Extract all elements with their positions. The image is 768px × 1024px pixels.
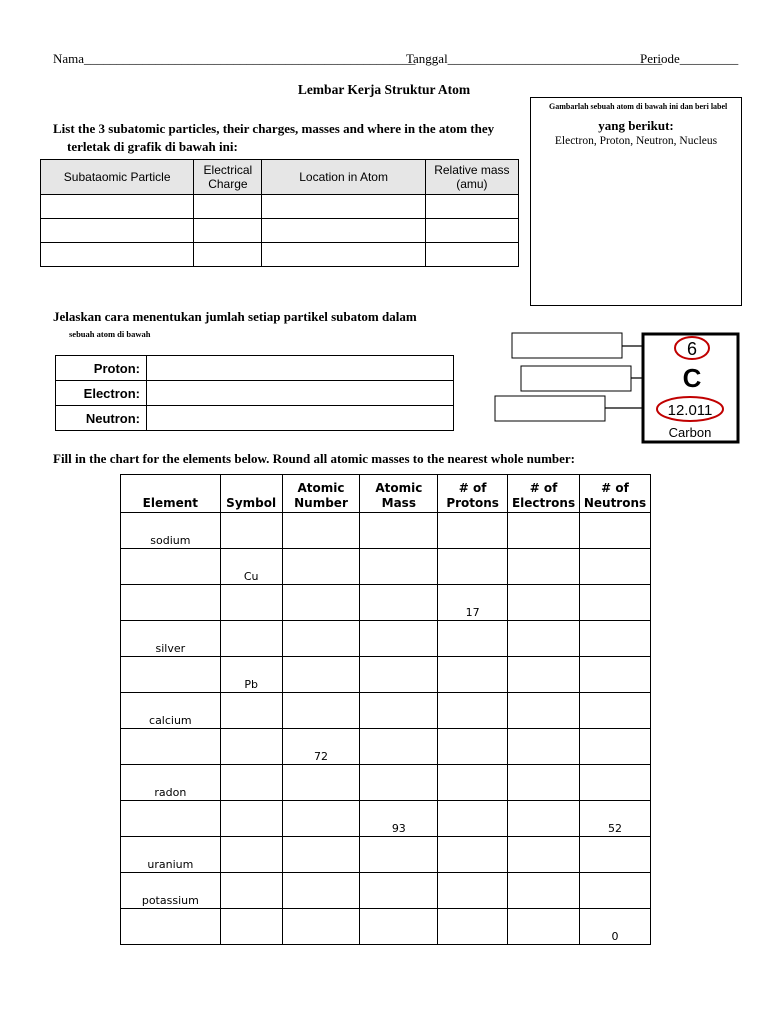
electron-label: Electron: xyxy=(56,381,147,406)
neutrons-cell[interactable]: 0 xyxy=(580,909,651,945)
atomic-mass-cell[interactable] xyxy=(360,585,438,621)
carbon-tile-diagram xyxy=(490,328,745,448)
atomic-number-cell[interactable]: 72 xyxy=(282,729,360,765)
question-1-line-2: terletak di grafik di bawah ini: xyxy=(67,139,238,154)
elements-header-row xyxy=(121,475,651,513)
symbol-cell[interactable]: Cu xyxy=(220,549,282,585)
symbol-cell[interactable] xyxy=(220,909,282,945)
particle-header-charge: Electrical Charge xyxy=(194,160,262,195)
atomic-mass-cell[interactable] xyxy=(360,765,438,801)
table-row xyxy=(56,356,454,381)
table-row xyxy=(121,549,651,585)
element-cell[interactable]: potassium xyxy=(121,873,221,909)
atomic-mass-cell[interactable] xyxy=(360,513,438,549)
answer-cell[interactable] xyxy=(41,219,194,243)
name-field[interactable]: Nama___________________________________________________ xyxy=(53,51,416,66)
neutrons-cell[interactable] xyxy=(580,513,651,549)
answer-cell[interactable] xyxy=(262,243,425,267)
answer-cell[interactable] xyxy=(262,195,425,219)
table-row xyxy=(56,406,454,431)
header-atomic-mass: Atomic Mass xyxy=(360,475,438,513)
atomic-mass-cell[interactable] xyxy=(360,621,438,657)
element-cell[interactable]: sodium xyxy=(121,513,221,549)
protons-cell[interactable] xyxy=(438,909,508,945)
neutrons-cell[interactable]: 52 xyxy=(580,801,651,837)
element-cell[interactable] xyxy=(121,549,221,585)
symbol-cell[interactable] xyxy=(220,621,282,657)
protons-cell[interactable] xyxy=(438,693,508,729)
electrons-cell[interactable] xyxy=(508,873,580,909)
protons-cell[interactable] xyxy=(438,729,508,765)
atomic-number-cell[interactable] xyxy=(282,585,360,621)
neutrons-cell[interactable] xyxy=(580,765,651,801)
atomic-number-blank[interactable] xyxy=(512,333,622,358)
table-row xyxy=(121,585,651,621)
atom-drawing-box[interactable] xyxy=(530,97,742,306)
symbol-cell[interactable] xyxy=(220,801,282,837)
particle-header-mass: Relative mass (amu) xyxy=(425,160,518,195)
particle-header-location: Location in Atom xyxy=(262,160,425,195)
table-row xyxy=(41,219,519,243)
atomic-number-cell[interactable] xyxy=(282,801,360,837)
elements-table xyxy=(120,474,651,945)
table-row xyxy=(56,381,454,406)
electrons-cell[interactable] xyxy=(508,513,580,549)
header-protons: # of Protons xyxy=(438,475,508,513)
neutrons-cell[interactable] xyxy=(580,549,651,585)
symbol-cell[interactable] xyxy=(220,585,282,621)
electrons-cell[interactable] xyxy=(508,765,580,801)
element-cell[interactable]: uranium xyxy=(121,837,221,873)
particle-counts-table xyxy=(55,355,454,431)
atomic-number-cell[interactable] xyxy=(282,909,360,945)
element-cell[interactable] xyxy=(121,801,221,837)
question-1-line-1: List the 3 subatomic particles, their charges, masses and where in the atom they xyxy=(53,121,495,136)
electrons-cell[interactable] xyxy=(508,801,580,837)
proton-label: Proton: xyxy=(56,356,147,381)
answer-cell[interactable] xyxy=(194,243,262,267)
protons-cell[interactable] xyxy=(438,837,508,873)
neutrons-cell[interactable] xyxy=(580,729,651,765)
header-line xyxy=(53,51,745,69)
neutrons-cell[interactable] xyxy=(580,657,651,693)
atomic-mass-cell[interactable] xyxy=(360,729,438,765)
table-row xyxy=(121,801,651,837)
neutrons-cell[interactable] xyxy=(580,837,651,873)
protons-cell[interactable] xyxy=(438,801,508,837)
header-element: Element xyxy=(121,475,221,513)
tile-symbol: C xyxy=(682,363,702,393)
atomic-mass-cell[interactable]: 93 xyxy=(360,801,438,837)
particle-table xyxy=(40,159,519,267)
protons-cell[interactable] xyxy=(438,621,508,657)
atomic-number-cell[interactable] xyxy=(282,765,360,801)
neutron-label: Neutron: xyxy=(56,406,147,431)
drawing-labels: Electron, Proton, Neutron, Nucleus xyxy=(554,135,718,147)
neutrons-cell[interactable] xyxy=(580,585,651,621)
header-neutrons: # of Neutrons xyxy=(580,475,651,513)
electrons-cell[interactable] xyxy=(508,549,580,585)
tile-name: Carbon xyxy=(668,425,712,440)
neutron-answer-cell[interactable] xyxy=(147,406,454,431)
element-cell[interactable] xyxy=(121,657,221,693)
mass-blank[interactable] xyxy=(495,396,605,421)
proton-answer-cell[interactable] xyxy=(147,356,454,381)
drawing-heading: yang berikut: xyxy=(598,118,674,133)
atomic-number-cell[interactable] xyxy=(282,873,360,909)
symbol-cell[interactable] xyxy=(220,693,282,729)
period-field[interactable]: Periode_________ xyxy=(640,51,739,66)
atomic-number-cell[interactable] xyxy=(282,621,360,657)
question-2: Jelaskan cara menentukan jumlah setiap partikel subatom dalam xyxy=(53,309,417,324)
date-field[interactable]: Tanggal_________________________________ xyxy=(406,51,663,66)
header-atomic-number: Atomic Number xyxy=(282,475,360,513)
electrons-cell[interactable] xyxy=(508,837,580,873)
question-3: Fill in the chart for the elements below. Round all atomic masses to the nearest whole number: xyxy=(53,451,575,466)
symbol-cell[interactable] xyxy=(220,729,282,765)
atomic-number-cell[interactable] xyxy=(282,657,360,693)
question-2-subline: sebuah atom di bawah xyxy=(69,329,151,339)
neutrons-cell[interactable] xyxy=(580,621,651,657)
element-cell[interactable] xyxy=(121,909,221,945)
atomic-number-cell[interactable] xyxy=(282,693,360,729)
answer-cell[interactable] xyxy=(41,195,194,219)
neutrons-cell[interactable] xyxy=(580,693,651,729)
atomic-mass-cell[interactable] xyxy=(360,657,438,693)
table-row xyxy=(121,873,651,909)
element-cell[interactable] xyxy=(121,585,221,621)
answer-cell[interactable] xyxy=(194,219,262,243)
table-row xyxy=(121,657,651,693)
particle-table-header xyxy=(41,160,519,195)
table-row xyxy=(121,729,651,765)
protons-cell[interactable] xyxy=(438,549,508,585)
header-electrons: # of Electrons xyxy=(508,475,580,513)
element-cell[interactable]: silver xyxy=(121,621,221,657)
table-row xyxy=(41,195,519,219)
table-row xyxy=(121,513,651,549)
electrons-cell[interactable] xyxy=(508,621,580,657)
electrons-cell[interactable] xyxy=(508,657,580,693)
answer-cell[interactable] xyxy=(425,219,518,243)
atomic-mass-cell[interactable] xyxy=(360,873,438,909)
table-row xyxy=(121,909,651,945)
answer-cell[interactable] xyxy=(262,219,425,243)
element-cell[interactable]: radon xyxy=(121,765,221,801)
question-1 xyxy=(53,120,523,156)
answer-cell[interactable] xyxy=(425,195,518,219)
element-cell[interactable]: calcium xyxy=(121,693,221,729)
atomic-mass-cell[interactable] xyxy=(360,837,438,873)
protons-cell[interactable] xyxy=(438,657,508,693)
atomic-mass-cell[interactable] xyxy=(360,549,438,585)
particle-header-particle: Subataomic Particle xyxy=(41,160,194,195)
tile-atomic-number: 6 xyxy=(686,339,698,359)
symbol-cell[interactable]: Pb xyxy=(220,657,282,693)
electrons-cell[interactable] xyxy=(508,585,580,621)
atomic-mass-cell[interactable] xyxy=(360,693,438,729)
table-row xyxy=(121,765,651,801)
protons-cell[interactable] xyxy=(438,873,508,909)
electrons-cell[interactable] xyxy=(508,909,580,945)
symbol-cell[interactable] xyxy=(220,873,282,909)
atomic-number-cell[interactable] xyxy=(282,837,360,873)
answer-cell[interactable] xyxy=(41,243,194,267)
atomic-number-cell[interactable] xyxy=(282,513,360,549)
table-row xyxy=(121,693,651,729)
table-row xyxy=(41,243,519,267)
answer-cell[interactable] xyxy=(425,243,518,267)
protons-cell[interactable] xyxy=(438,765,508,801)
electron-answer-cell[interactable] xyxy=(147,381,454,406)
drawing-instruction: Gambarlah sebuah atom di bawah ini dan beri label xyxy=(549,102,728,111)
symbol-cell[interactable] xyxy=(220,765,282,801)
symbol-blank[interactable] xyxy=(521,366,631,391)
protons-cell[interactable] xyxy=(438,513,508,549)
atomic-number-cell[interactable] xyxy=(282,549,360,585)
element-cell[interactable] xyxy=(121,729,221,765)
answer-cell[interactable] xyxy=(194,195,262,219)
table-row xyxy=(121,837,651,873)
symbol-cell[interactable] xyxy=(220,837,282,873)
worksheet-title: Lembar Kerja Struktur Atom xyxy=(297,82,471,97)
neutrons-cell[interactable] xyxy=(580,873,651,909)
symbol-cell[interactable] xyxy=(220,513,282,549)
header-symbol: Symbol xyxy=(220,475,282,513)
tile-mass: 12.011 xyxy=(667,402,713,419)
protons-cell[interactable]: 17 xyxy=(438,585,508,621)
electrons-cell[interactable] xyxy=(508,729,580,765)
table-row xyxy=(121,621,651,657)
atomic-mass-cell[interactable] xyxy=(360,909,438,945)
electrons-cell[interactable] xyxy=(508,693,580,729)
